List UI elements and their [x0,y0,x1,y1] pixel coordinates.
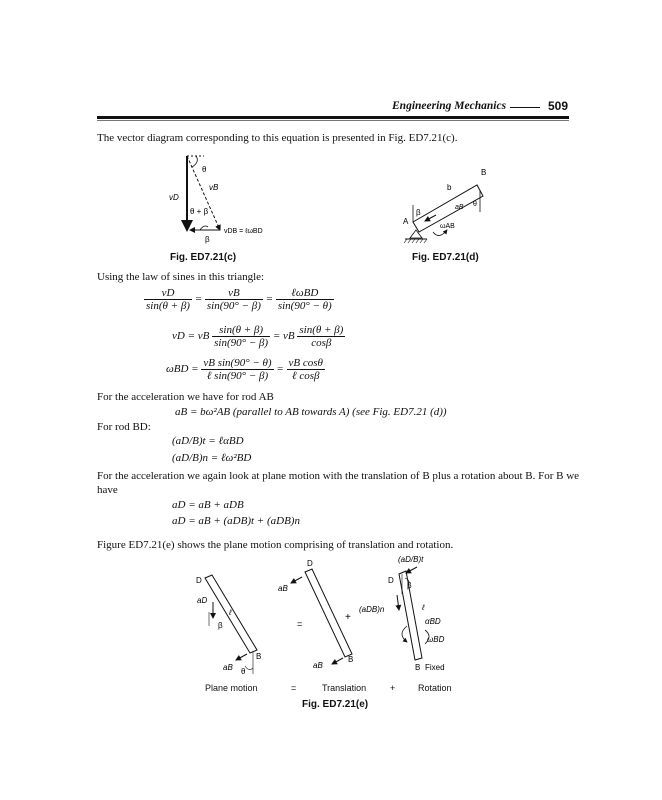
label-aDBt: (aD/B)t [398,555,424,564]
equation-aDB-t: (aD/B)t = ℓαBD [172,435,244,447]
subcaption-translation: Translation [322,683,367,693]
paragraph-6: Figure ED7.21(e) shows the plane motion comprising of translation and rotation. [97,539,454,551]
equation-aD-1: aD = aB + aDB [172,499,244,511]
paragraph-5-line-1: For the acceleration we again look at plane motion with the translation of B plus a rotation about B. For B we [97,470,580,482]
header-dash [510,107,540,108]
equation-vD: vD = vB $\frac{\sin(\theta + \beta)}{\sin(90^\circ - \beta)}$ = vB $\frac{\sin(\theta + \beta)}{\cos\beta}$ [172,324,344,349]
label-B3: B [415,663,421,672]
label-theta-beta: θ + β [190,207,209,216]
aB-arrow-top [291,577,302,583]
label-theta: θ [473,201,477,208]
equation-law-of-sines: $\frac{vD}{\sin(\theta + \beta)}$ = $\frac{vB}{\sin(90^\circ - \beta)}$ = $\frac{\text{ℓωBD}}{\sin(90^\circ - \theta)}$ [146,287,332,312]
label-theta: θ [202,165,207,174]
subcaption-plane-motion: Plane motion [205,683,258,693]
header-rule-thin [97,120,569,121]
paragraph-1: The vector diagram corresponding to this equation is presented in Fig. ED7.21(c). [97,132,458,144]
aDBn-arrow [397,595,399,610]
page-number: 509 [548,99,569,113]
caption-fig-c: Fig. ED7.21(c) [170,252,237,263]
figure-ed7-21e [185,550,475,680]
figure-ed7-21c [160,150,280,245]
label-aB: aB [455,204,464,211]
equation-aD-2: aD = aB + (aDB)t + (aDB)n [172,515,300,527]
eq-sign-fig: = [297,619,303,629]
label-b: b [447,183,452,192]
label-vDB: vDB = ℓωBD [224,228,263,235]
aDBt-arrow [406,567,417,573]
label-omegaAB: ωAB [440,223,455,230]
aB-arrow-bottom [332,658,343,664]
label-aB2: aB [313,661,323,670]
label-aD: aD [197,596,208,605]
label-beta: β [205,235,210,244]
paragraph-4: For rod BD: [97,421,151,433]
subcaption-rotation: Rotation [418,683,452,693]
label-beta1: β [218,621,223,630]
plus-sign-fig: + [345,612,351,623]
equation-omegaBD: ωBD = $\frac{\text{vB sin(90° − θ)}}{\text{ℓ sin(90° − β)}}$ = $\frac{\text{vB cosθ}}{\text{ℓ cosβ}}$ [166,357,323,382]
label-theta1: θ [241,667,246,676]
label-B2: B [348,655,354,664]
label-ell3: ℓ [422,603,425,612]
label-omegaBD: ωBD [427,635,445,644]
header-rule [97,116,569,119]
caption-fig-d: Fig. ED7.21(d) [412,252,479,263]
label-B: B [481,168,487,177]
label-ell1: ℓ [229,608,232,617]
label-beta: β [416,208,421,217]
equation-aB: aB = bω²AB (parallel to AB towards A) (see Fig. ED7.21 (d)) [175,406,447,418]
equation-aDB-n: (aD/B)n = ℓω²BD [172,452,252,464]
label-fixed: Fixed [425,663,445,672]
label-A: A [403,217,409,226]
paragraph-2: Using the law of sines in this triangle: [97,271,265,283]
label-aB2top: aB [278,584,288,593]
label-D1: D [196,576,202,585]
label-beta3: β [407,581,412,590]
label-alphaBD: αBD [425,617,441,626]
subcaption-plus: + [390,683,396,693]
label-vB: vB [209,183,219,192]
aB-arrow-1 [236,654,247,660]
subcaption-eq: = [291,683,297,693]
label-aDBn: (aDB)n [359,605,385,614]
label-D2: D [307,559,313,568]
label-vD: vD [169,193,179,202]
figure-ed7-21d [395,160,495,245]
running-header-title: Engineering Mechanics [392,100,507,112]
paragraph-3: For the acceleration we have for rod AB [97,391,274,403]
label-aB1: aB [223,663,233,672]
caption-fig-e: Fig. ED7.21(e) [302,699,369,710]
paragraph-5-line-2: have [97,484,118,496]
label-B1: B [256,652,262,661]
label-D3: D [388,576,394,585]
